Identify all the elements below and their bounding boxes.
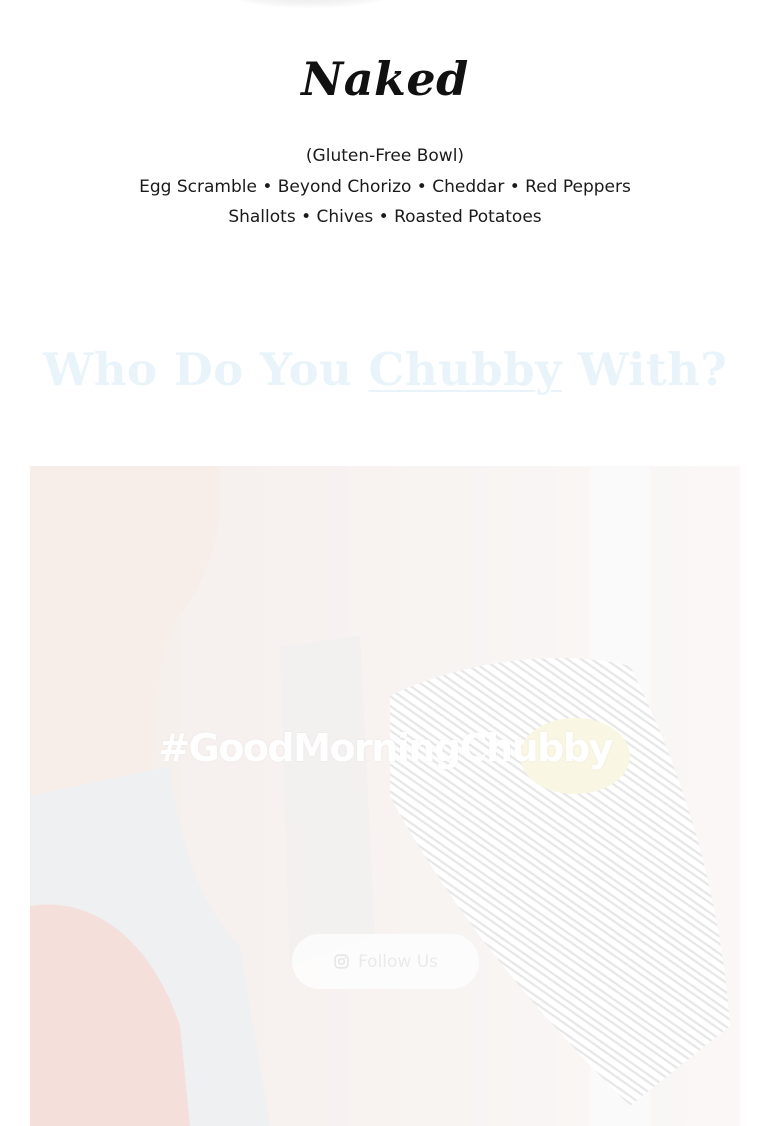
section-heading [0,343,770,396]
menu-item-ingredients-line-2: Shallots • Chives • Roasted Potatoes [228,207,542,227]
menu-item-description [0,141,770,233]
hashtag-text: #GoodMorningChubby [158,726,612,770]
menu-item-subtitle: (Gluten-Free Bowl) [305,146,465,166]
heading-emphasis-link[interactable]: Chubby [368,343,562,396]
heading-text-start: Who Do You [42,343,369,396]
social-photo-card [30,466,740,1126]
menu-item-title: Naked [301,52,469,106]
menu-item-ingredients-line-1: Egg Scramble • Beyond Chorizo • Cheddar • Red Peppers [139,176,631,197]
instagram-icon [333,953,350,970]
follow-us-button[interactable] [292,934,479,989]
follow-us-label: Follow Us [357,951,439,972]
heading-text-end: With? [561,343,728,396]
food-plate-image [210,0,410,8]
